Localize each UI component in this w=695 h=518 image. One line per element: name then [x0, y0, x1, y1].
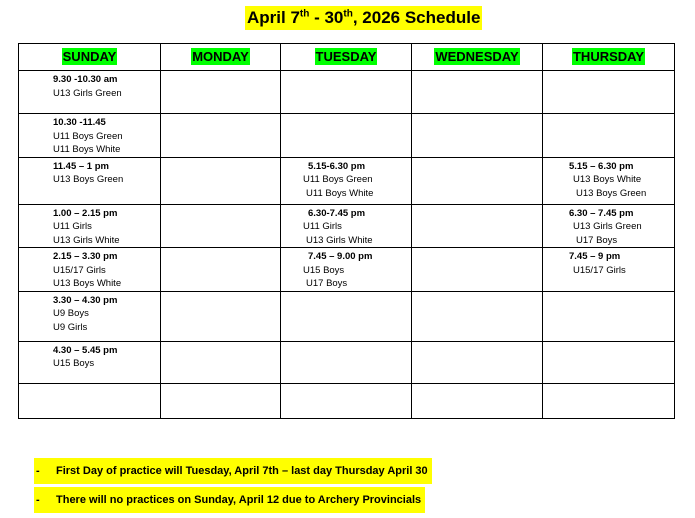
time-slot [281, 158, 411, 201]
cell-tuesday [281, 71, 412, 114]
team-name: U9 Girls [53, 321, 88, 333]
time-slot [19, 71, 160, 100]
team-name: U13 Girls Green [53, 87, 122, 99]
cell-wednesday [412, 204, 543, 248]
time-slot [19, 342, 160, 371]
cell-sunday [19, 114, 161, 158]
header-monday: MONDAY [161, 44, 281, 71]
header-tuesday: TUESDAY [281, 44, 412, 71]
cell-monday [161, 291, 281, 341]
cell-tuesday [281, 204, 412, 248]
table-row [19, 157, 675, 204]
header-wednesday: WEDNESDAY [412, 44, 543, 71]
team-name: U13 Boys White [53, 278, 122, 289]
cell-monday [161, 341, 281, 383]
slot-time: 6.30 – 7.45 pm [569, 207, 634, 219]
note-no-practice: - There will no practices on Sunday, April 12 due to Archery Provincials [34, 487, 425, 513]
cell-sunday [19, 341, 161, 383]
team-name: U17 Boys [306, 278, 348, 289]
cell-thursday [543, 383, 675, 418]
cell-sunday [19, 291, 161, 341]
team-name: U13 Boys Green [53, 174, 124, 185]
cell-thursday [543, 204, 675, 248]
time-slot [543, 248, 674, 277]
team-name: U9 Boys [53, 308, 89, 319]
team-name: U13 Boys Green [576, 187, 647, 199]
cell-tuesday [281, 157, 412, 204]
team-name: U15 Boys [53, 358, 95, 369]
team-name: U13 Girls White [53, 234, 120, 246]
schedule-table [18, 43, 675, 419]
cell-monday [161, 157, 281, 204]
cell-thursday [543, 114, 675, 158]
cell-wednesday [412, 291, 543, 341]
team-name: U11 Girls [303, 221, 342, 232]
cell-wednesday [412, 341, 543, 383]
cell-wednesday [412, 157, 543, 204]
cell-tuesday [281, 383, 412, 418]
team-name: U15/17 Girls [573, 264, 626, 276]
team-name: U11 Boys White [53, 144, 121, 155]
header-thursday: THURSDAY [543, 44, 675, 71]
table-row [19, 248, 675, 292]
cell-tuesday [281, 341, 412, 383]
time-slot [281, 205, 411, 248]
slot-time: 1.00 – 2.15 pm [53, 207, 118, 219]
table-row [19, 114, 675, 158]
slot-time: 10.30 -11.45 [53, 117, 106, 128]
cell-thursday [543, 157, 675, 204]
schedule-title: April 7th - 30th, 2026 Schedule [245, 6, 482, 30]
team-name: U15 Boys [303, 264, 345, 276]
table-row [19, 291, 675, 341]
team-name: U17 Boys [576, 234, 618, 246]
slot-time: 9.30 -10.30 am [53, 74, 118, 85]
slot-time: 4.30 – 5.45 pm [53, 344, 118, 356]
header-row [19, 44, 675, 71]
slot-time: 7.45 – 9 pm [569, 251, 621, 262]
cell-sunday [19, 383, 161, 418]
cell-tuesday [281, 114, 412, 158]
cell-monday [161, 383, 281, 418]
slot-time: 6.30-7.45 pm [308, 207, 366, 219]
table-row [19, 204, 675, 248]
cell-tuesday [281, 291, 412, 341]
time-slot [19, 205, 160, 248]
table-row [19, 341, 675, 383]
team-name: U11 Boys Green [53, 130, 123, 142]
slot-time: 11.45 – 1 pm [53, 160, 109, 172]
cell-wednesday [412, 114, 543, 158]
table-row [19, 383, 675, 418]
time-slot [281, 248, 411, 291]
cell-sunday [19, 157, 161, 204]
team-name: U11 Girls [53, 221, 92, 232]
header-sunday: SUNDAY [19, 44, 161, 71]
team-name: U13 Boys White [573, 174, 642, 185]
cell-thursday [543, 291, 675, 341]
cell-sunday [19, 71, 161, 114]
cell-wednesday [412, 248, 543, 292]
time-slot [19, 158, 160, 187]
cell-tuesday [281, 248, 412, 292]
time-slot [19, 292, 160, 335]
slot-time: 5.15-6.30 pm [308, 160, 366, 172]
team-name: U13 Girls Green [573, 221, 642, 232]
cell-monday [161, 114, 281, 158]
team-name: U13 Girls White [306, 234, 373, 246]
cell-thursday [543, 71, 675, 114]
cell-sunday [19, 204, 161, 248]
time-slot [19, 248, 160, 291]
slot-time: 3.30 – 4.30 pm [53, 294, 118, 306]
time-slot [543, 158, 674, 201]
slot-time: 7.45 – 9.00 pm [308, 251, 373, 262]
cell-monday [161, 248, 281, 292]
cell-wednesday [412, 71, 543, 114]
team-name: U11 Boys Green [303, 174, 373, 185]
slot-time: 5.15 – 6.30 pm [569, 160, 634, 172]
cell-wednesday [412, 383, 543, 418]
cell-thursday [543, 341, 675, 383]
cell-thursday [543, 248, 675, 292]
cell-sunday [19, 248, 161, 292]
team-name: U15/17 Girls [53, 264, 106, 276]
team-name: U11 Boys White [306, 187, 374, 199]
note-first-day: - First Day of practice will Tuesday, April 7th – last day Thursday April 30 [34, 458, 432, 484]
cell-monday [161, 204, 281, 248]
cell-monday [161, 71, 281, 114]
table-row [19, 71, 675, 114]
time-slot [543, 205, 674, 248]
slot-time: 2.15 – 3.30 pm [53, 251, 118, 262]
time-slot [19, 114, 160, 157]
